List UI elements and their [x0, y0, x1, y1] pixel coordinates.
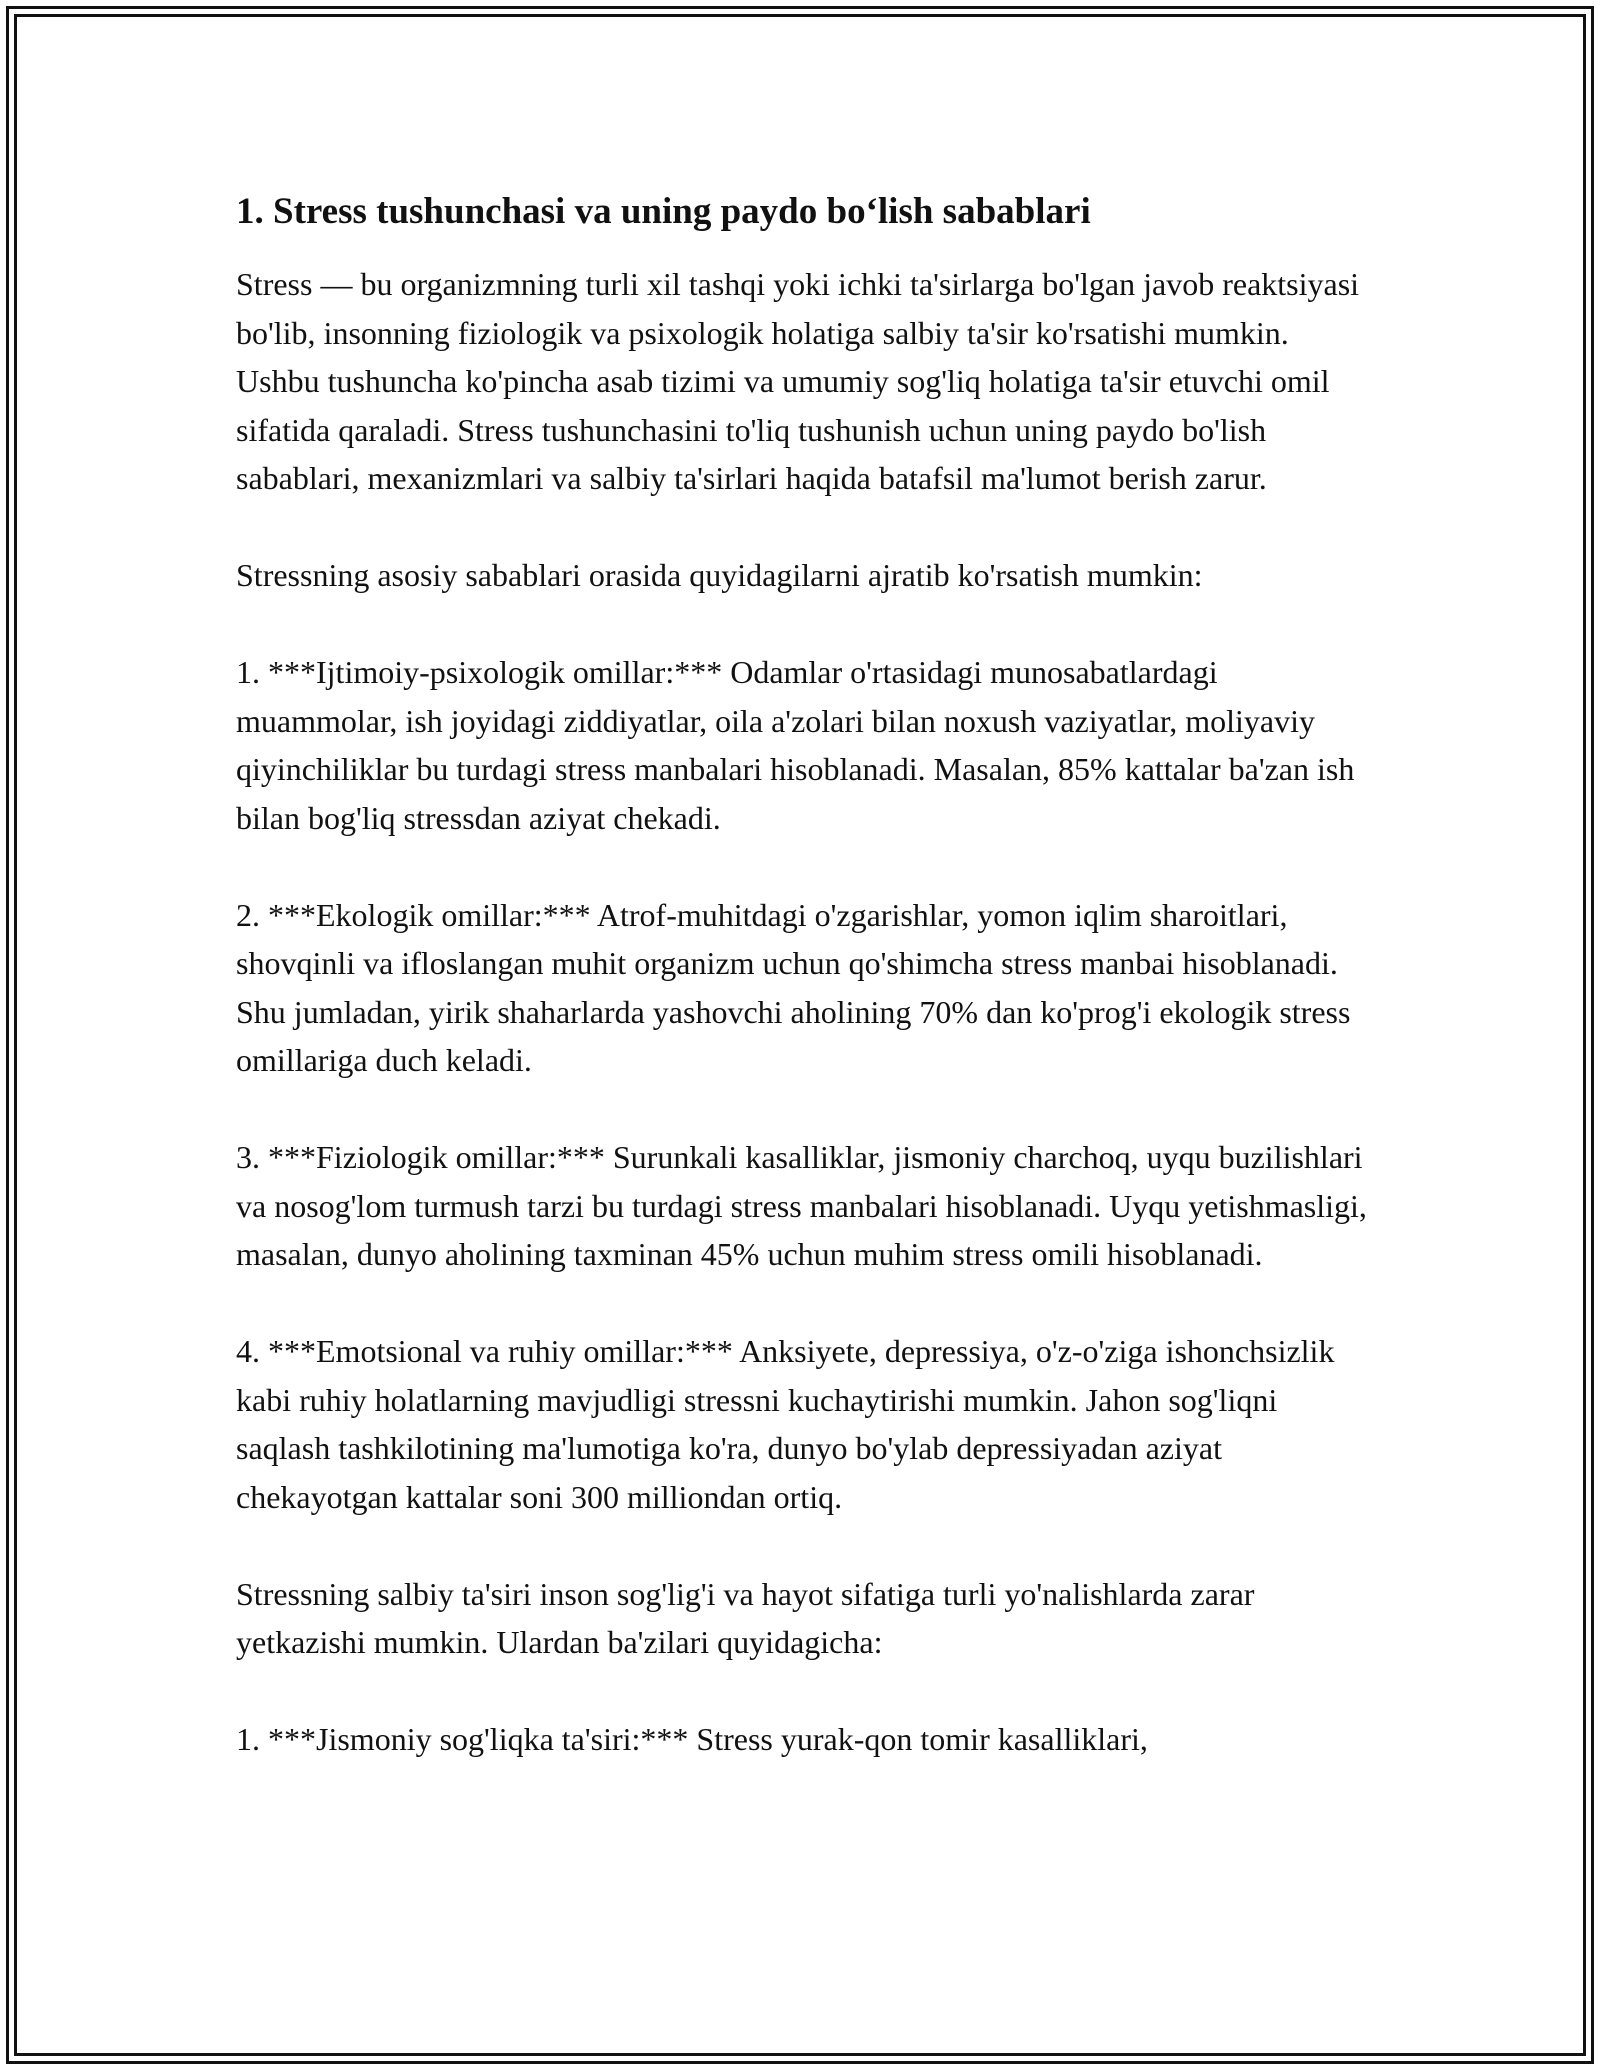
- paragraph-gap: [236, 1279, 1376, 1328]
- document-body: [236, 186, 1376, 1764]
- paragraph-gap: [236, 503, 1376, 552]
- intro-paragraph: Stress — bu organizmning turli xil tashqi yoki ichki ta'sirlarga bo'lgan javob reaktsiyasi bo'lib, insonning fiziologik va psixologik holatiga salbiy ta'sir ko'rsatishi mumkin. Ushbu tushuncha ko'pincha asab tizimi va umumiy sog'liq holatiga ta'sir etuvchi omil sifatida qaraladi. Stress tushunchasini to'liq tushunish uchun uning paydo bo'lish sabablari, mexanizmlari va salbiy ta'sirlari haqida batafsil ma'lumot berish zarur.: [236, 266, 1360, 496]
- paragraph-gap: [236, 1521, 1376, 1570]
- section-heading: 1. Stress tushunchasi va uning paydo bo‘lish sabablari: [236, 191, 1091, 232]
- paragraph-gap: [236, 600, 1376, 649]
- cause-item-social: 1. ***Ijtimoiy-psixologik omillar:*** Odamlar o'rtasidagi munosabatlardagi muammolar, ish joyidagi ziddiyatlar, oila a'zolari bilan noxush vaziyatlar, moliyaviy qiyinchiliklar bu turdagi stress manbalari hisoblanadi. Masalan, 85% kattalar ba'zan ish bilan bog'liq stressdan aziyat chekadi.: [236, 654, 1355, 836]
- causes-intro-paragraph: Stressning asosiy sabablari orasida quyidagilarni ajratib ko'rsatish mumkin:: [236, 557, 1203, 593]
- effect-item-physical: 1. ***Jismoniy sog'liqka ta'siri:*** Stress yurak-qon tomir kasalliklari,: [236, 1721, 1148, 1757]
- cause-item-ecological: 2. ***Ekologik omillar:*** Atrof-muhitdagi o'zgarishlar, yomon iqlim sharoitlari, shovqinli va ifloslangan muhit organizm uchun qo'shimcha stress manbai hisoblanadi. Shu jumladan, yirik shaharlarda yashovchi aholining 70% dan ko'prog'i ekologik stress omillariga duch keladi.: [236, 896, 1351, 1078]
- effects-intro-paragraph: Stressning salbiy ta'siri inson sog'lig'i va hayot sifatiga turli yo'nalishlarda zarar yetkazishi mumkin. Ulardan ba'zilari quyidagicha:: [236, 1575, 1255, 1660]
- cause-item-emotional: 4. ***Emotsional va ruhiy omillar:*** Anksiyete, depressiya, o'z-o'ziga ishonchsizlik kabi ruhiy holatlarning mavjudligi stressni kuchaytirishi mumkin. Jahon sog'liqni saqlash tashkilotining ma'lumotiga ko'ra, dunyo bo'ylab depressiyadan aziyat chekayotgan kattalar soni 300 milliondan ortiq.: [236, 1333, 1335, 1515]
- paragraph-gap: [236, 842, 1376, 891]
- cause-item-physiological: 3. ***Fiziologik omillar:*** Surunkali kasalliklar, jismoniy charchoq, uyqu buzilishlari va nosog'lom turmush tarzi bu turdagi stress manbalari hisoblanadi. Uyqu yetishmasligi, masalan, dunyo aholining taxminan 45% uchun muhim stress omili hisoblanadi.: [236, 1139, 1367, 1272]
- paragraph-gap: [236, 1085, 1376, 1134]
- paragraph-gap: [236, 1667, 1376, 1716]
